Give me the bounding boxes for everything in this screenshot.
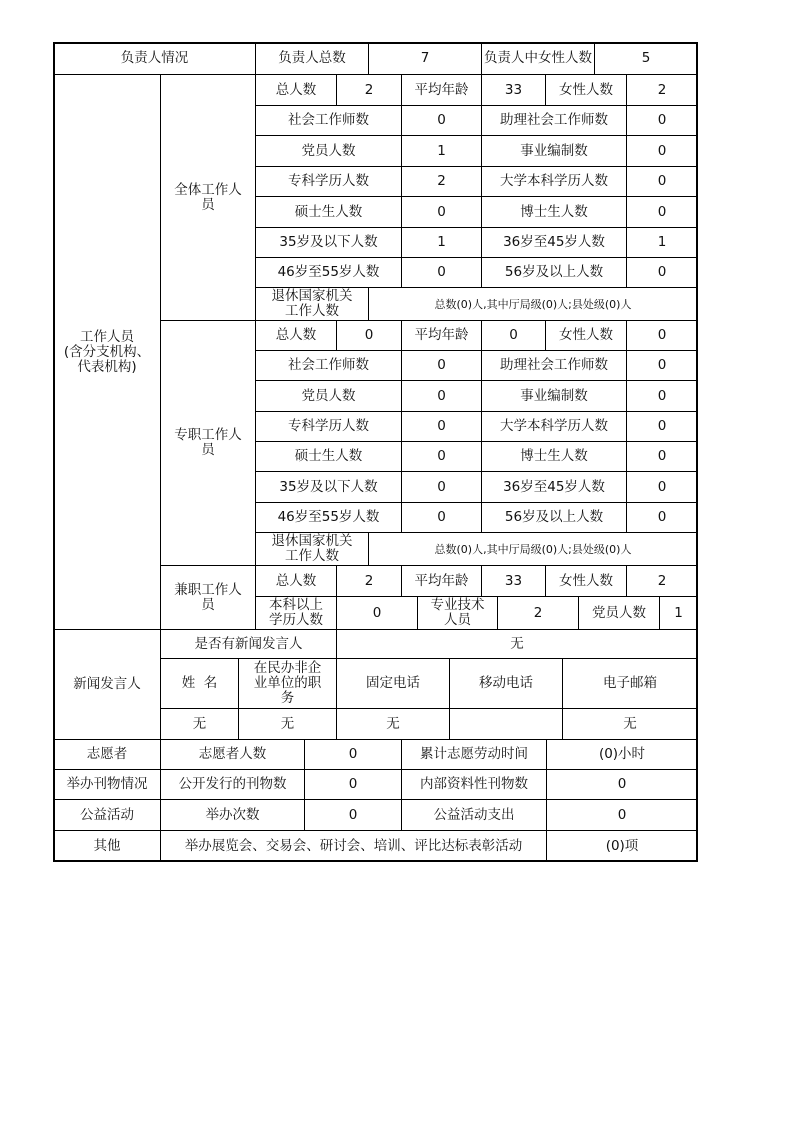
part-bachelor-up-label: 本科以上 学历人数 (255, 596, 337, 630)
all-public-post-label: 事业编制数 (481, 135, 627, 167)
all-college-value: 2 (401, 166, 482, 197)
full-bachelor-label: 大学本科学历人数 (481, 411, 627, 442)
full-asst-social-worker-label: 助理社会工作师数 (481, 350, 627, 381)
part-staff-label: 兼职工作人 员 (160, 565, 256, 630)
all-total-value: 2 (336, 74, 402, 106)
part-party-value: 1 (659, 596, 698, 630)
full-party-value: 0 (401, 380, 482, 412)
spokesperson-section-label: 新闻发言人 (53, 629, 161, 740)
all-age35-value: 1 (401, 227, 482, 258)
internal-publication-value: 0 (546, 769, 698, 800)
full-age56-value: 0 (626, 502, 698, 533)
all-bachelor-value: 0 (626, 166, 698, 197)
mobile-header: 移动电话 (449, 658, 563, 709)
full-master-label: 硕士生人数 (255, 441, 402, 472)
all-doctor-value: 0 (626, 196, 698, 228)
part-female-value: 2 (626, 565, 698, 597)
name-header: 姓 名 (160, 658, 239, 709)
other-activities-label: 举办展览会、交易会、研讨会、培训、评比达标表彰活动 (160, 830, 547, 862)
charity-times-value: 0 (304, 799, 402, 831)
staff-section-label: 工作人员 (含分支机构、 代表机构) (53, 74, 161, 630)
all-age56-label: 56岁及以上人数 (481, 257, 627, 288)
part-avg-age-label: 平均年龄 (401, 565, 482, 597)
full-asst-social-worker-value: 0 (626, 350, 698, 381)
all-age35-label: 35岁及以下人数 (255, 227, 402, 258)
all-social-worker-label: 社会工作师数 (255, 105, 402, 136)
full-party-label: 党员人数 (255, 380, 402, 412)
has-spokesperson-label: 是否有新闻发言人 (160, 629, 337, 659)
position-header: 在民办非企 业单位的职 务 (238, 658, 337, 709)
full-age35-value: 0 (401, 471, 482, 503)
all-party-label: 党员人数 (255, 135, 402, 167)
full-avg-age-value: 0 (481, 320, 546, 351)
full-bachelor-value: 0 (626, 411, 698, 442)
full-age46-55-label: 46岁至55岁人数 (255, 502, 402, 533)
leaders-total-label: 负责人总数 (255, 42, 369, 75)
charity-section-label: 公益活动 (53, 799, 161, 831)
full-retired-label: 退休国家机关 工作人数 (255, 532, 369, 566)
part-female-label: 女性人数 (545, 565, 627, 597)
part-party-label: 党员人数 (578, 596, 660, 630)
all-female-value: 2 (626, 74, 698, 106)
full-retired-text: 总数(0)人,其中厅局级(0)人;县处级(0)人 (368, 532, 698, 566)
volunteer-hours-label: 累计志愿劳动时间 (401, 739, 547, 770)
volunteer-section-label: 志愿者 (53, 739, 161, 770)
full-doctor-value: 0 (626, 441, 698, 472)
full-public-post-value: 0 (626, 380, 698, 412)
leaders-total-value: 7 (368, 42, 482, 75)
spokesperson-name: 无 (160, 708, 239, 740)
charity-times-label: 举办次数 (160, 799, 305, 831)
full-social-worker-value: 0 (401, 350, 482, 381)
all-total-label: 总人数 (255, 74, 337, 106)
full-total-value: 0 (336, 320, 402, 351)
all-age46-55-label: 46岁至55岁人数 (255, 257, 402, 288)
all-master-value: 0 (401, 196, 482, 228)
all-age46-55-value: 0 (401, 257, 482, 288)
charity-expense-value: 0 (546, 799, 698, 831)
all-bachelor-label: 大学本科学历人数 (481, 166, 627, 197)
full-age36-45-value: 0 (626, 471, 698, 503)
full-avg-age-label: 平均年龄 (401, 320, 482, 351)
all-avg-age-value: 33 (481, 74, 546, 106)
all-age36-45-label: 36岁至45岁人数 (481, 227, 627, 258)
all-party-value: 1 (401, 135, 482, 167)
part-bachelor-up-value: 0 (336, 596, 418, 630)
other-activities-value: (0)项 (546, 830, 698, 862)
full-age36-45-label: 36岁至45岁人数 (481, 471, 627, 503)
all-social-worker-value: 0 (401, 105, 482, 136)
part-total-value: 2 (336, 565, 402, 597)
email-header: 电子邮箱 (562, 658, 698, 709)
all-college-label: 专科学历人数 (255, 166, 402, 197)
volunteer-count-value: 0 (304, 739, 402, 770)
part-technical-label: 专业技术 人员 (417, 596, 498, 630)
phone-header: 固定电话 (336, 658, 450, 709)
all-retired-label: 退休国家机关 工作人数 (255, 287, 369, 321)
full-age46-55-value: 0 (401, 502, 482, 533)
all-staff-label: 全体工作人 员 (160, 74, 256, 321)
full-age35-label: 35岁及以下人数 (255, 471, 402, 503)
full-college-label: 专科学历人数 (255, 411, 402, 442)
full-age56-label: 56岁及以上人数 (481, 502, 627, 533)
leaders-section-label: 负责人情况 (53, 42, 256, 75)
full-public-post-label: 事业编制数 (481, 380, 627, 412)
full-social-worker-label: 社会工作师数 (255, 350, 402, 381)
all-master-label: 硕士生人数 (255, 196, 402, 228)
full-doctor-label: 博士生人数 (481, 441, 627, 472)
charity-expense-label: 公益活动支出 (401, 799, 547, 831)
all-female-label: 女性人数 (545, 74, 627, 106)
all-doctor-label: 博士生人数 (481, 196, 627, 228)
volunteer-hours-value: (0)小时 (546, 739, 698, 770)
all-asst-social-worker-label: 助理社会工作师数 (481, 105, 627, 136)
part-total-label: 总人数 (255, 565, 337, 597)
volunteer-count-label: 志愿者人数 (160, 739, 305, 770)
public-publication-value: 0 (304, 769, 402, 800)
other-section-label: 其他 (53, 830, 161, 862)
all-retired-text: 总数(0)人,其中厅局级(0)人;县处级(0)人 (368, 287, 698, 321)
full-total-label: 总人数 (255, 320, 337, 351)
full-staff-label: 专职工作人 员 (160, 320, 256, 566)
full-female-value: 0 (626, 320, 698, 351)
spokesperson-phone: 无 (336, 708, 450, 740)
all-age56-value: 0 (626, 257, 698, 288)
leaders-female-value: 5 (594, 42, 698, 75)
part-technical-value: 2 (497, 596, 579, 630)
leaders-female-label: 负责人中女性人数 (481, 42, 595, 75)
part-avg-age-value: 33 (481, 565, 546, 597)
all-public-post-value: 0 (626, 135, 698, 167)
full-female-label: 女性人数 (545, 320, 627, 351)
has-spokesperson-value: 无 (336, 629, 698, 659)
publication-section-label: 举办刊物情况 (53, 769, 161, 800)
all-avg-age-label: 平均年龄 (401, 74, 482, 106)
all-asst-social-worker-value: 0 (626, 105, 698, 136)
internal-publication-label: 内部资料性刊物数 (401, 769, 547, 800)
public-publication-label: 公开发行的刊物数 (160, 769, 305, 800)
spokesperson-mobile (449, 708, 563, 740)
all-age36-45-value: 1 (626, 227, 698, 258)
spokesperson-email: 无 (562, 708, 698, 740)
spokesperson-position: 无 (238, 708, 337, 740)
full-college-value: 0 (401, 411, 482, 442)
full-master-value: 0 (401, 441, 482, 472)
